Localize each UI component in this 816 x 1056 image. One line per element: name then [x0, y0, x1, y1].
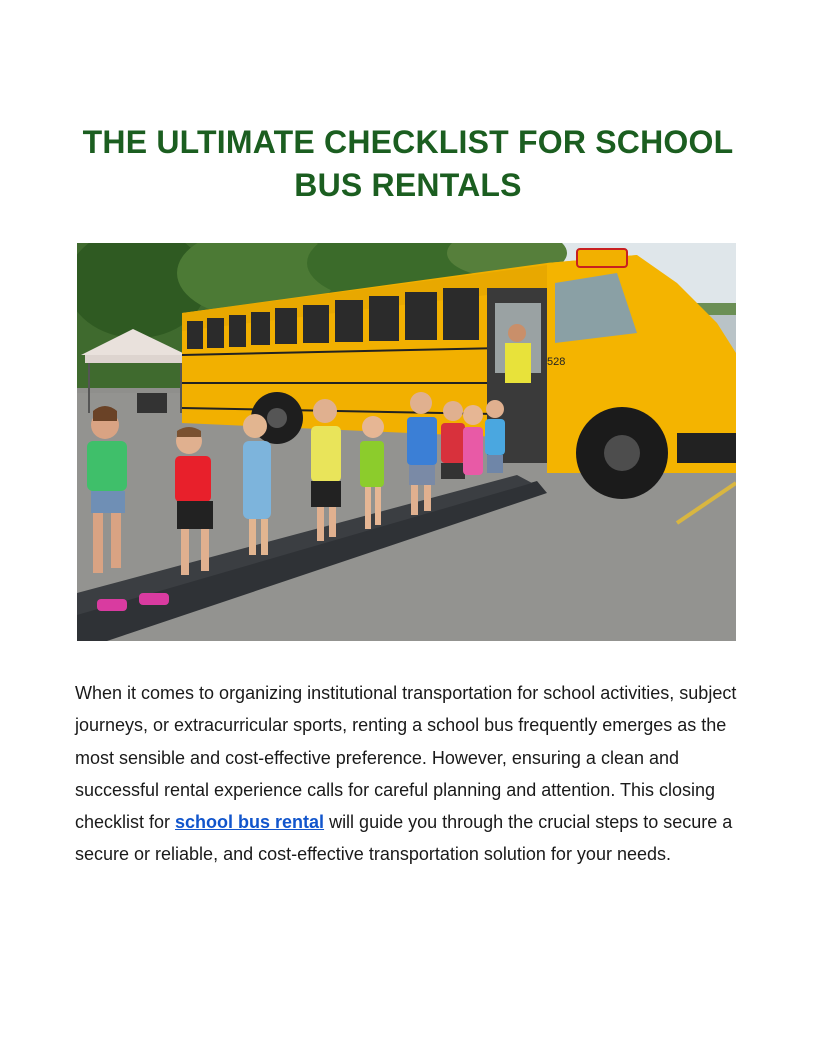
page-title: THE ULTIMATE CHECKLIST FOR SCHOOL BUS RENTALS — [82, 124, 734, 203]
school-bus-photo — [77, 243, 736, 641]
intro-paragraph — [75, 677, 745, 871]
intro-text-before-link: When it comes to organizing institutional transportation for school activities, subject journeys, or extracurricular sports, renting a school bus frequently emerges as the most sensible and cost-effective preference. However, ensuring a clean and successful rental experience calls for careful planning and attention. This closing checklist for — [75, 683, 737, 833]
bus-number-label: 528 — [547, 356, 566, 368]
intro-text-after-link: will guide you through the crucial steps to secure a secure or reliable, and cost-effective transportation solution for your needs. — [75, 812, 733, 865]
school-bus-rental-link[interactable]: school bus rental — [175, 812, 325, 833]
